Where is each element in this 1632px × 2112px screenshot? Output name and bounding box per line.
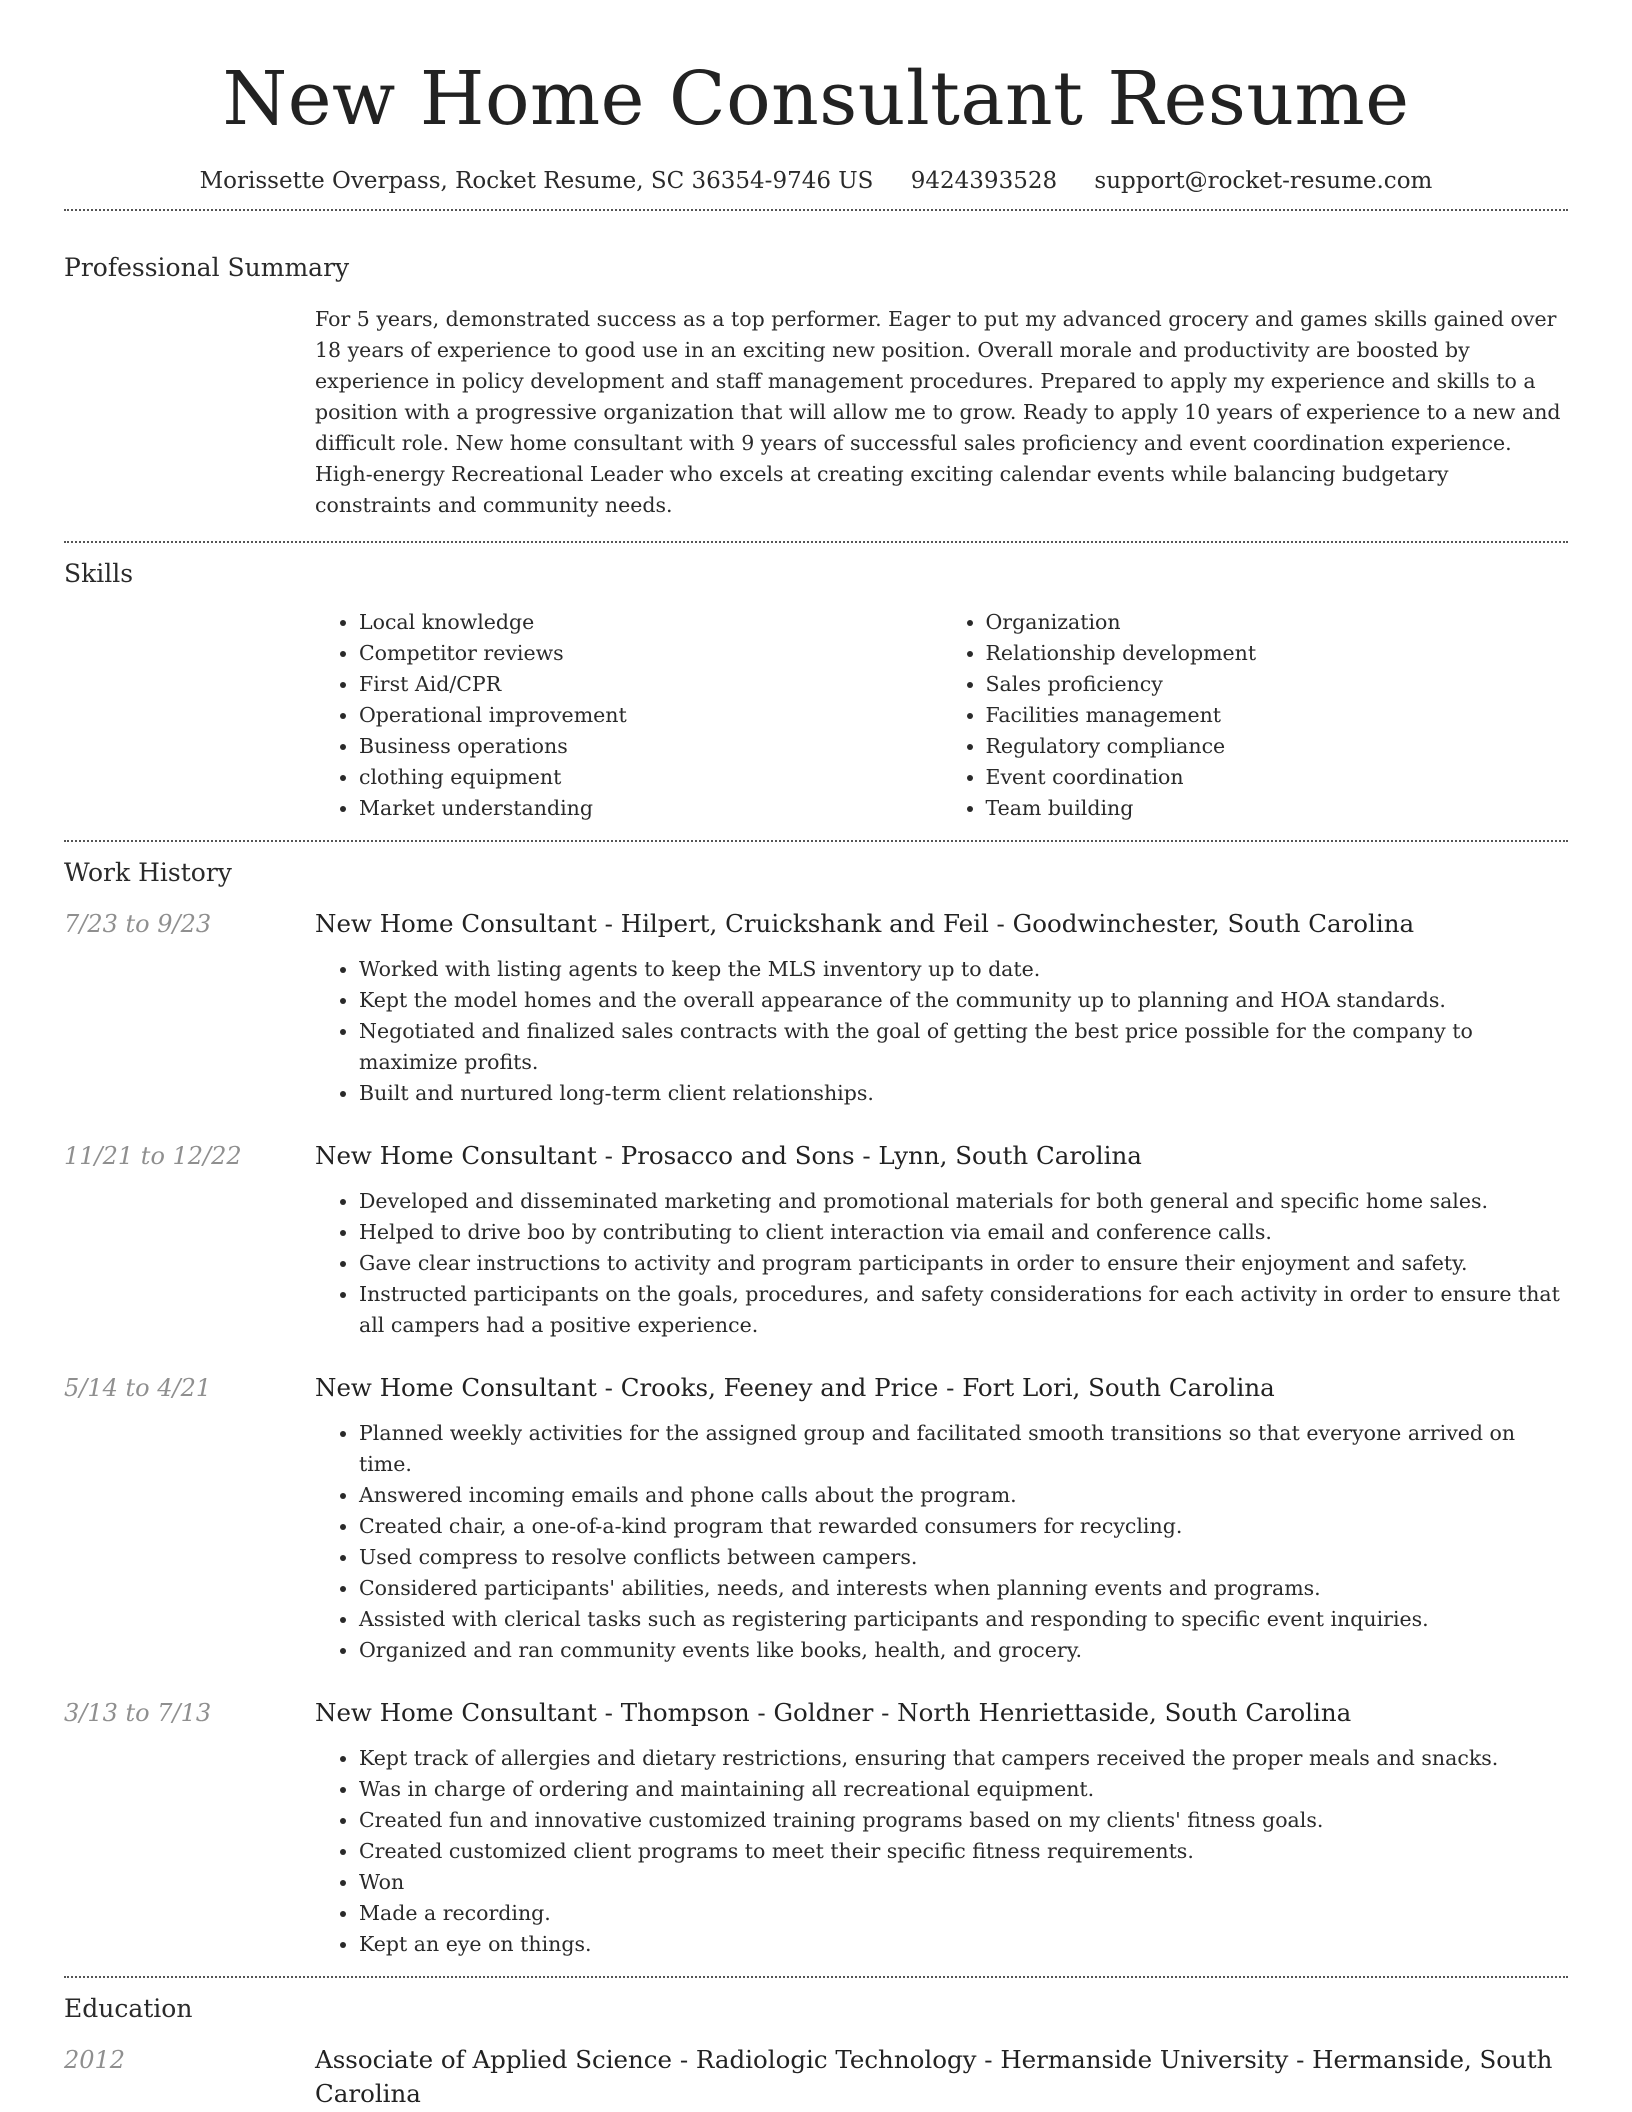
job-title: New Home Consultant - Hilpert, Cruickshank and Feil - Goodwinchester, South Carolina bbox=[315, 909, 1415, 938]
job-bullet: • Created customized client programs to meet their specific fitness requirements. bbox=[359, 1836, 1568, 1867]
skill-item: • Sales proficiency bbox=[986, 669, 1569, 700]
contact-address: Morissette Overpass, Rocket Resume, SC 36354-9746 US bbox=[199, 168, 874, 194]
skill-item: • Team building bbox=[986, 793, 1569, 824]
skill-item: • Market understanding bbox=[359, 793, 942, 824]
divider bbox=[64, 840, 1568, 842]
work-history-heading: Work History bbox=[64, 858, 232, 887]
job-bullet: • Negotiated and finalized sales contracts with the goal of getting the best price possible for the company to maximize profits. bbox=[359, 1016, 1568, 1078]
skills-heading: Skills bbox=[64, 559, 134, 588]
job-bullet: • Gave clear instructions to activity and program participants in order to ensure their enjoyment and safety. bbox=[359, 1248, 1568, 1279]
divider bbox=[64, 1976, 1568, 1978]
resume-title: New Home Consultant Resume bbox=[222, 56, 1410, 142]
job-entry bbox=[64, 907, 1568, 1109]
education-header bbox=[64, 2043, 1568, 2111]
job-header bbox=[64, 1139, 1568, 1173]
skill-item: • Relationship development bbox=[986, 638, 1569, 669]
skill-item: • Competitor reviews bbox=[359, 638, 942, 669]
job-bullet: • Developed and disseminated marketing and promotional materials for both general and specific home sales. bbox=[359, 1186, 1568, 1217]
education-section bbox=[64, 1994, 1568, 2111]
job-bullets bbox=[315, 1743, 1568, 1960]
skills-column-right bbox=[942, 607, 1569, 824]
skill-item: • Event coordination bbox=[986, 762, 1569, 793]
job-bullet: • Made a recording. bbox=[359, 1898, 1568, 1929]
divider bbox=[64, 209, 1568, 211]
skill-item: • Organization bbox=[986, 607, 1569, 638]
job-bullet: • Worked with listing agents to keep the MLS inventory up to date. bbox=[359, 954, 1568, 985]
job-entry bbox=[64, 1696, 1568, 1960]
skills-grid bbox=[315, 607, 1568, 824]
skill-item: • Regulatory compliance bbox=[986, 731, 1569, 762]
education-heading: Education bbox=[64, 1994, 193, 2023]
job-header bbox=[64, 1696, 1568, 1730]
job-header bbox=[64, 1371, 1568, 1405]
job-bullet: • Kept the model homes and the overall appearance of the community up to planning and HOA standards. bbox=[359, 985, 1568, 1016]
skill-item: • clothing equipment bbox=[359, 762, 942, 793]
job-bullet: • Organized and ran community events like books, health, and grocery. bbox=[359, 1635, 1568, 1666]
job-bullet: • Answered incoming emails and phone calls about the program. bbox=[359, 1480, 1568, 1511]
job-bullet: • Helped to drive boo by contributing to client interaction via email and conference calls. bbox=[359, 1217, 1568, 1248]
skill-item: • Local knowledge bbox=[359, 607, 942, 638]
job-entry bbox=[64, 1139, 1568, 1341]
summary-text: For 5 years, demonstrated success as a top performer. Eager to put my advanced grocery and games skills gained over 18 years of experience to good use in an exciting new position. Overall morale and productivity are boosted by experience in policy development and staff management procedures. Prepared to apply my experience and skills to a position with a progressive organization that will allow me to grow. Ready to apply 10 years of experience to a new and difficult role. New home consultant with 9 years of successful sales proficiency and event coordination experience. High-energy Recreational Leader who excels at creating exciting calendar events while balancing budgetary constraints and community needs. bbox=[315, 307, 1561, 517]
job-bullet: • Assisted with clerical tasks such as registering participants and responding to specific event inquiries. bbox=[359, 1604, 1568, 1635]
job-dates: 11/21 to 12/22 bbox=[64, 1142, 242, 1170]
work-history-section bbox=[64, 858, 1568, 1960]
divider bbox=[64, 541, 1568, 543]
skills-column-left bbox=[315, 607, 942, 824]
contact-line bbox=[64, 168, 1568, 204]
job-title: New Home Consultant - Prosacco and Sons - Lynn, South Carolina bbox=[315, 1141, 1142, 1170]
job-dates: 7/23 to 9/23 bbox=[64, 910, 212, 938]
job-title: New Home Consultant - Thompson - Goldner - North Henriettaside, South Carolina bbox=[315, 1698, 1352, 1727]
summary-section bbox=[64, 253, 1568, 521]
job-bullet: • Planned weekly activities for the assigned group and facilitated smooth transitions so that everyone arrived on time. bbox=[359, 1418, 1568, 1480]
summary-heading: Professional Summary bbox=[64, 253, 350, 282]
education-title: Associate of Applied Science - Radiologic Technology - Hermanside University - Hermanside, South Carolina bbox=[315, 2045, 1553, 2108]
skills-section bbox=[64, 559, 1568, 824]
job-bullets bbox=[315, 954, 1568, 1109]
job-bullet: • Created fun and innovative customized training programs based on my clients' fitness goals. bbox=[359, 1805, 1568, 1836]
job-bullet: • Kept track of allergies and dietary restrictions, ensuring that campers received the proper meals and snacks. bbox=[359, 1743, 1568, 1774]
job-bullet: • Was in charge of ordering and maintaining all recreational equipment. bbox=[359, 1774, 1568, 1805]
job-bullet: • Considered participants' abilities, needs, and interests when planning events and programs. bbox=[359, 1573, 1568, 1604]
education-date: 2012 bbox=[64, 2046, 126, 2074]
skill-item: • Business operations bbox=[359, 731, 942, 762]
job-bullet: • Built and nurtured long-term client relationships. bbox=[359, 1078, 1568, 1109]
job-bullet: • Created chair, a one-of-a-kind program that rewarded consumers for recycling. bbox=[359, 1511, 1568, 1542]
job-bullet: • Kept an eye on things. bbox=[359, 1929, 1568, 1960]
education-entry bbox=[64, 2043, 1568, 2111]
job-bullet: • Instructed participants on the goals, procedures, and safety considerations for each activity in order to ensure that all campers had a positive experience. bbox=[359, 1279, 1568, 1341]
contact-phone: 9424393528 bbox=[910, 168, 1058, 194]
skill-item: • Facilities management bbox=[986, 700, 1569, 731]
job-dates: 5/14 to 4/21 bbox=[64, 1374, 212, 1402]
job-bullet: • Used compress to resolve conflicts between campers. bbox=[359, 1542, 1568, 1573]
skill-item: • Operational improvement bbox=[359, 700, 942, 731]
job-entry bbox=[64, 1371, 1568, 1666]
job-bullets bbox=[315, 1186, 1568, 1341]
job-title: New Home Consultant - Crooks, Feeney and Price - Fort Lori, South Carolina bbox=[315, 1373, 1275, 1402]
skill-item: • First Aid/CPR bbox=[359, 669, 942, 700]
job-dates: 3/13 to 7/13 bbox=[64, 1699, 212, 1727]
contact-email: support@rocket-resume.com bbox=[1094, 168, 1433, 194]
job-bullets bbox=[315, 1418, 1568, 1666]
job-header bbox=[64, 907, 1568, 941]
job-bullet: • Won bbox=[359, 1867, 1568, 1898]
